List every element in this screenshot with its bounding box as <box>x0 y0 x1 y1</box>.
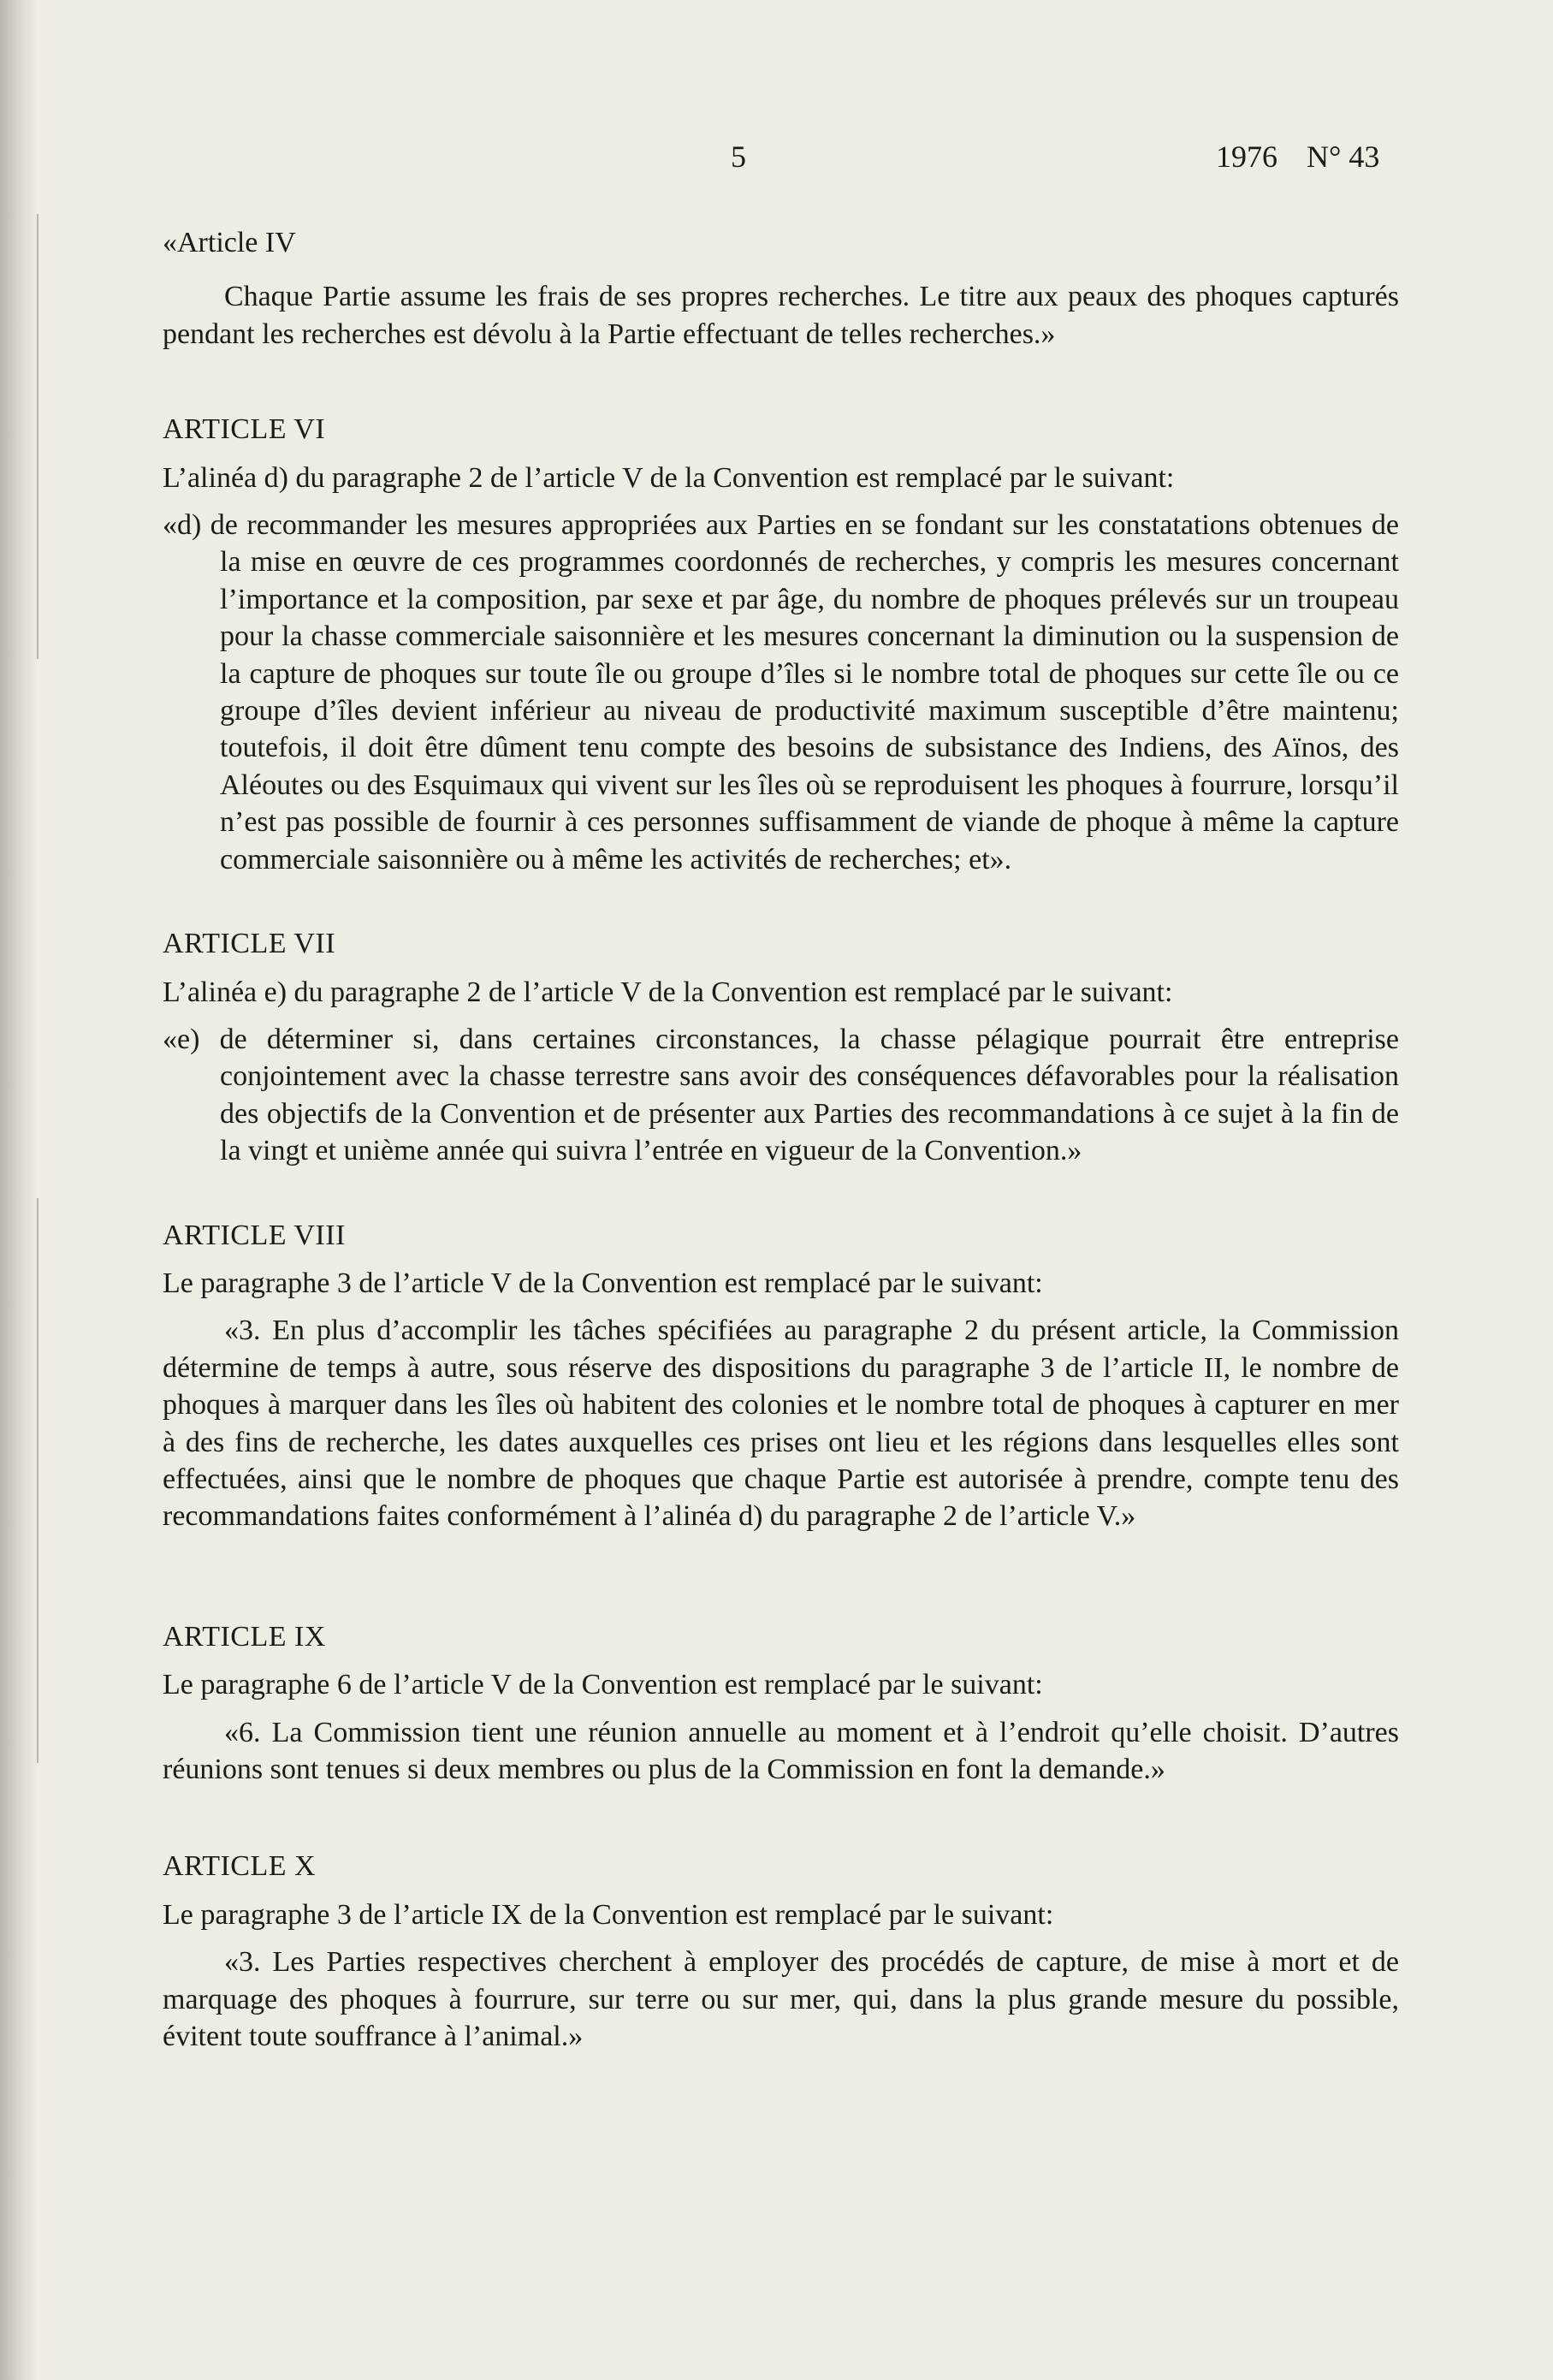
article-viii-text: «3. En plus d’accomplir les tâches spécifiées au paragraphe 2 du présent article, la Commission détermine de temps à autre, sous réserve des dispositions du paragraphe 3 de l’article II, le nombre de phoques à marquer dans les îles où habitent des colonies et le nombre total de phoques à capturer en mer à des fins de recherche, les dates auxquelles ces prises ont lieu et les régions dans lesquelles elles sont effectuées, ainsi que le nombre de phoques que chaque Partie est autorisée à prendre, compte tenu des recommandations faites conformément à l’alinéa d) du paragraphe 2 de l’article V.» <box>163 1315 1399 1533</box>
margin-rule <box>37 214 39 659</box>
article-vii-text: «e) de déterminer si, dans certaines circonstances, la chasse pélagique pourrait être entreprise conjointement avec la chasse terrestre sans avoir des conséquences défavorables pour la réalisation des objectifs de la Convention et de présenter aux Parties des recommandations à ce sujet à la fin de la vingt et unième année qui suivra l’entrée en vigueur de la Convention.» <box>163 1023 1399 1167</box>
margin-rule <box>37 1198 39 1763</box>
article-vi-title: ARTICLE VI <box>163 413 326 446</box>
article-ix-text: «6. La Commission tient une réunion annuelle au moment et à l’endroit qu’elle choisit. D’autres réunions sont tenues si deux membres ou plus de la Commission en font la demande.» <box>163 1716 1399 1785</box>
article-ix-title: ARTICLE IX <box>163 1620 326 1653</box>
article-vi-text: «d) de recommander les mesures appropriées aux Parties en se fondant sur les constatations obtenues de la mise en œuvre de ces programmes coordonnés de recherches, y compris les mesures concernant l’importance et la composition, par sexe et par âge, du nombre de phoques prélevés sur un troupeau pour la chasse commerciale saisonnière et les mesures concernant la diminution ou la suspension de la capture de phoques sur toute île ou groupe d’îles si le nombre total de phoques sur cette île ou ce groupe d’îles devient inférieur au niveau de productivité maximum susceptible d’être maintenu; toutefois, il doit être dûment tenu compte des besoins de subsistance des Indiens, des Aïnos, des Aléoutes ou des Esquimaux qui vivent sur les îles où se reproduisent les phoques à fourrure, lorsqu’il n’est pas possible de fournir à ces personnes suffisamment de viande de phoque à même la capture commerciale saisonnière ou à même les activités de recherches; et». <box>163 509 1399 875</box>
article-viii-title: ARTICLE VIII <box>163 1219 346 1251</box>
article-iv-text: Chaque Partie assume les frais de ses propres recherches. Le titre aux peaux des phoques capturés pendant les recherches est dévolu à la Partie effectuant de telles recherches.» <box>163 281 1399 350</box>
article-x-intro: Le paragraphe 3 de l’article IX de la Convention est remplacé par le suivant: <box>163 1898 1054 1931</box>
page-gutter-shadow <box>0 0 38 2380</box>
document-body <box>163 224 1399 2055</box>
article-vii-title: ARTICLE VII <box>163 928 336 960</box>
article-x-text: «3. Les Parties respectives cherchent à employer des procédés de capture, de mise à mort et de marquage des phoques à fourrure, sur terre ou sur mer, qui, dans la plus grande mesure du possible, évitent toute souffrance à l’animal.» <box>163 1946 1399 2053</box>
page-number: 5 <box>731 139 746 174</box>
document-year: 1976 <box>1216 139 1277 174</box>
article-iv-title: «Article IV <box>163 227 296 258</box>
article-x-title: ARTICLE X <box>163 1850 317 1883</box>
article-ix-intro: Le paragraphe 6 de l’article V de la Convention est remplacé par le suivant: <box>163 1669 1043 1701</box>
article-vi-intro: L’alinéa d) du paragraphe 2 de l’article V de la Convention est remplacé par le suivant: <box>163 461 1175 494</box>
article-vii-intro: L’alinéa e) du paragraphe 2 de l’article V de la Convention est remplacé par le suivant: <box>163 976 1173 1008</box>
document-number: N° 43 <box>1307 139 1380 174</box>
article-viii-intro: Le paragraphe 3 de l’article V de la Convention est remplacé par le suivant: <box>163 1267 1043 1299</box>
